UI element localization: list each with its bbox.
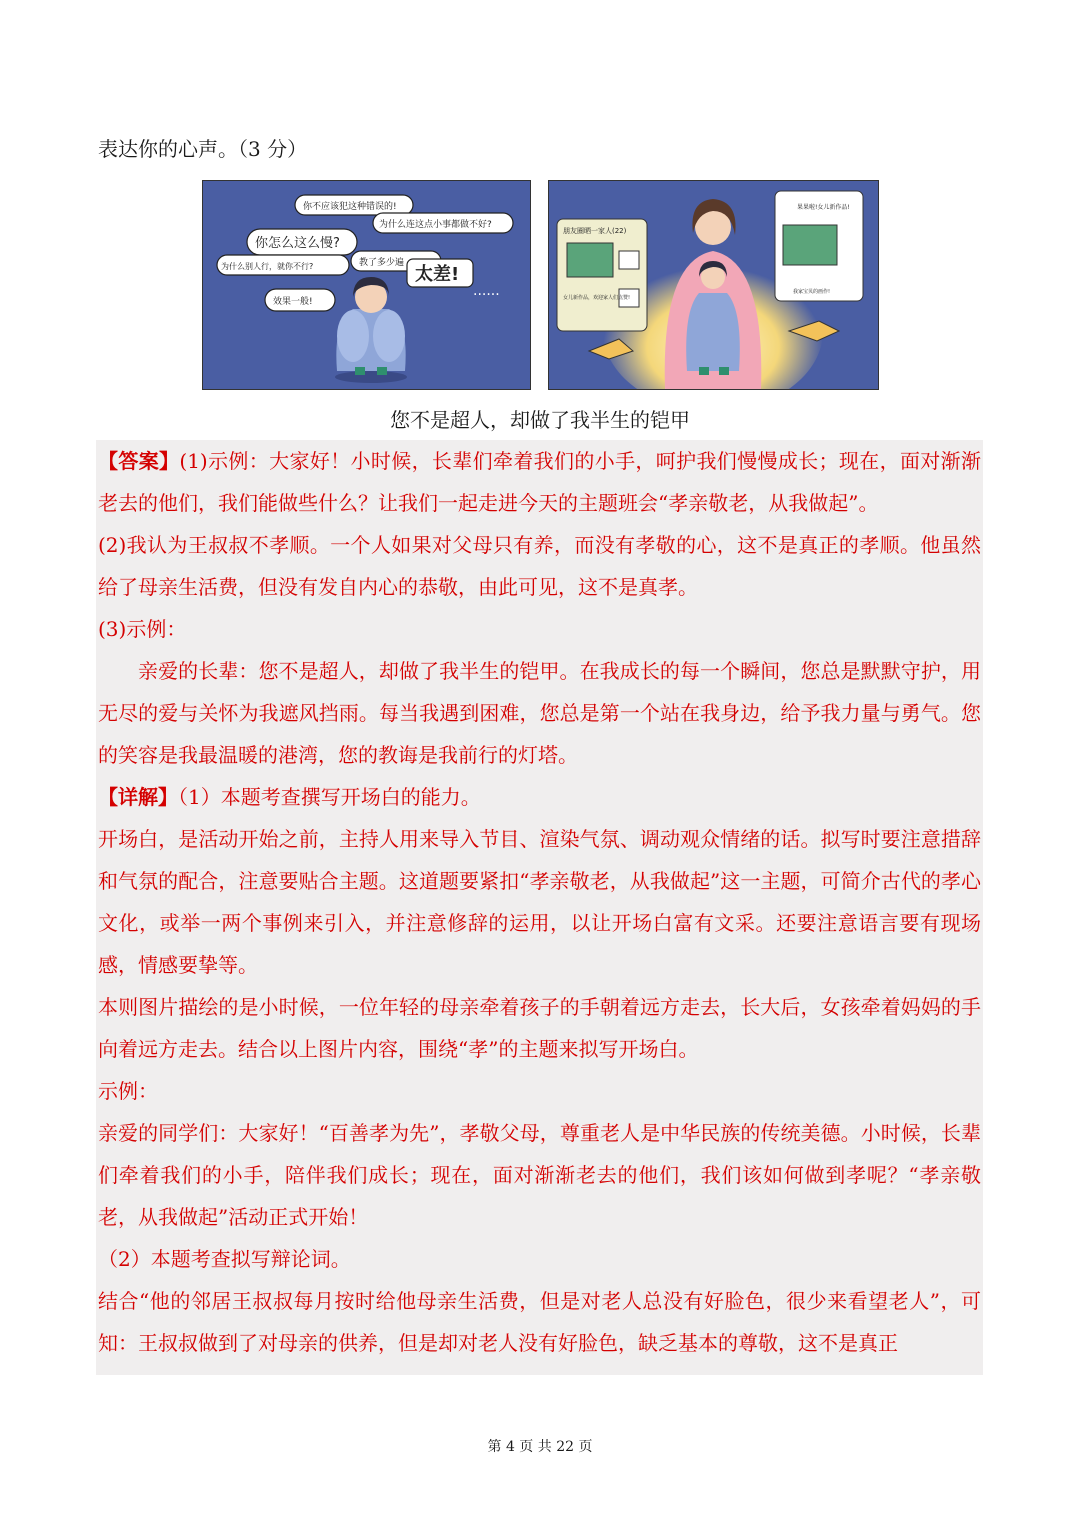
speech-bubble-7 [265,289,335,311]
speech-bubble-6 [407,259,473,287]
page-footer: 第 4 页 共 22 页 [487,1439,593,1455]
answer-line-11: 结合“他的邻居王叔叔每月按时给他母亲生活费，但是对老人总没有好脸色，很少来看望老人”，可知：王叔叔做到了对母亲的供养，但是却对老人没有好脸色，缺乏基本的尊敬，这不是真正 [98,1289,981,1355]
post-top-text: 果果啦!女儿新作品! [797,204,850,211]
answer-text-1: (1)示例：大家好！小时候，长辈们牵着我们的小手，呵护我们慢慢成长；现在，面对渐渐老去的他们，我们能做些什么？让我们一起走进今天的主题班会“孝亲敬老，从我做起”。 [98,449,981,515]
answer-text-5: （1）本题考查撰写开场白的能力。 [178,785,481,809]
post-right-text: 我家宝贝的画作! [793,289,831,295]
bubble-text-3: 你怎么这么慢? [255,236,340,251]
speech-bubble-3 [247,229,357,255]
bubble-text-4: 为什么别人行，就你不行? [221,262,314,271]
question-intro: 表达你的心声。（3 分） [98,137,308,161]
illustration-mother-armor [548,180,879,390]
bubble-text-1: 你不应该犯这种错误的! [303,202,397,212]
answer-line-3: (3)示例： [98,617,187,641]
speech-bubble-2 [373,213,513,233]
board-post-text: 女儿新作品，欢迎家人们点赞! [563,295,631,301]
bubble-text-2: 为什么连这点小事都做不好? [379,220,492,230]
phone-post-card [775,191,863,301]
answer-line-2: (2)我认为王叔叔不孝顺。一个人如果对父母只有养，而没有孝敬的心，这不是真正的孝顺。他虽然给了母亲生活费，但没有发自内心的恭敬，由此可见，这不是真孝。 [98,533,981,599]
answer-tag: 【答案】 [98,449,180,473]
answer-section [96,440,983,1375]
answer-line-10: （2）本题考查拟写辩论词。 [98,1247,351,1271]
speech-bubble-4 [217,255,349,275]
explanation-tag: 【详解】 [98,785,178,809]
moments-board [557,219,647,331]
answer-line-4: 亲爱的长辈：您不是超人，却做了我半生的铠甲。在我成长的每一个瞬间，您总是默默守护，用无尽的爱与关怀为我遮风挡雨。每当我遇到困难，您总是第一个站在我身边，给予我力量与勇气。您的笑容是我最温暖的港湾，您的教诲是我前行的灯塔。 [98,659,981,767]
bubble-text-7: 效果一般! [273,297,313,307]
board-title: 朋友圈晒一家人(22) [563,227,627,235]
answer-line-9: 亲爱的同学们：大家好！“百善孝为先”，孝敬父母，尊重老人是中华民族的传统美德。小时候，长辈们牵着我们的小手，陪伴我们成长；现在，面对渐渐老去的他们，我们该如何做到孝呢？“孝亲敬老，从我做起”活动正式开始！ [98,1121,981,1229]
bubble-text-5: 教了多少遍 [359,258,405,268]
answer-line-8: 示例： [98,1079,158,1103]
answer-line-6: 开场白，是活动开始之前，主持人用来导入节目、渲染气氛、调动观众情绪的话。拟写时要注意措辞和气氛的配合，注意要贴合主题。这道题要紧扣“孝亲敬老，从我做起”这一主题，可简介古代的孝心文化，或举一两个事例来引入，并注意修辞的运用，以让开场白富有文采。还要注意语言要有现场感，情感要挚等。 [98,827,981,977]
image-caption: 您不是超人，却做了我半生的铠甲 [390,408,690,432]
answer-line-5 [98,776,981,818]
answer-line-7: 本则图片描绘的是小时候，一位年轻的母亲牵着孩子的手朝着远方走去，长大后，女孩牵着妈妈的手向着远方走去。结合以上图片内容，围绕“孝”的主题来拟写开场白。 [98,995,981,1061]
svg-text:······: ······ [473,287,500,303]
illustration-criticized-girl [202,180,531,390]
answer-line-1 [98,440,981,524]
speech-bubble-1 [295,195,413,215]
bubble-text-6: 太差! [415,264,460,285]
